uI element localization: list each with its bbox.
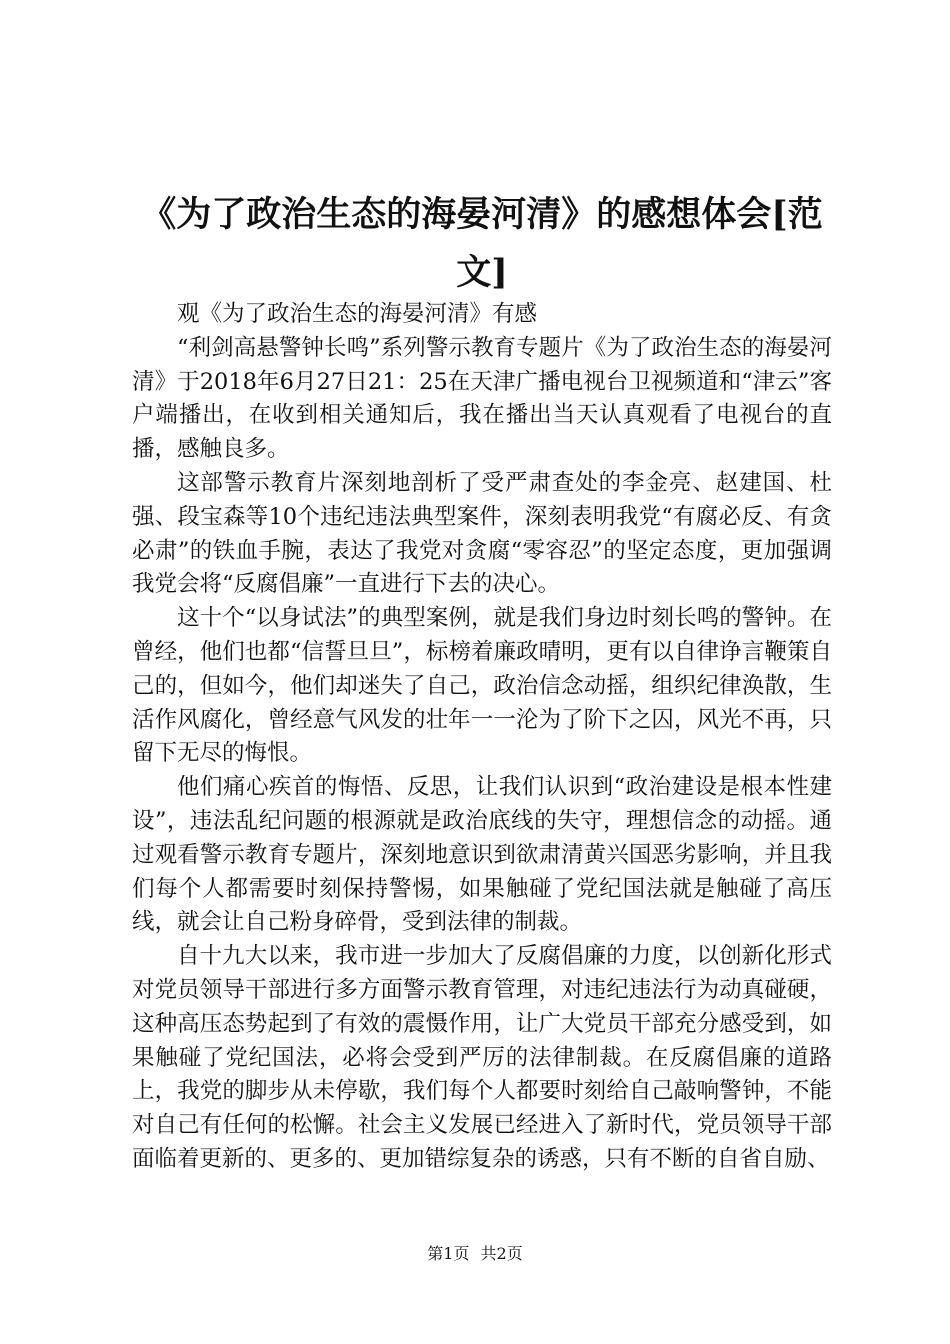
- page-total: 共2页: [480, 1244, 523, 1263]
- paragraph: 他们痛心疾首的悔悟、反思，让我们认识到“政治建设是根本性建设”，违法乱纪问题的根源就是政治底线的失守，理想信念的动摇。通过观看警示教育专题片，深刻地意识到欲肃清黄兴国恶劣影响，并且我们每个人都需要时刻保持警惕，如果触碰了党纪国法就是触碰了高压线，就会让自己粉身碎骨，受到法律的制裁。: [132, 774, 832, 936]
- paragraph: 这部警示教育片深刻地剖析了受严肃查处的李金亮、赵建国、杜强、段宝森等10个违纪违法典型案件，深刻表明我党“有腐必反、有贪必肃”的铁血手腕，表达了我党对贪腐“零容忍”的坚定态度，更加强调我党会将“反腐倡廉”一直进行下去的决心。: [132, 469, 832, 598]
- paragraph: “利剑高悬警钟长鸣”系列警示教育专题片《为了政治生态的海晏河清》于2018年6月27日21：25在天津广播电视台卫视频道和“津云”客户端播出，在收到相关通知后，我在播出当天认真观看了电视台的直播，感触良多。: [132, 334, 832, 463]
- document-title: 《为了政治生态的海晏河清》的感想体会[范文]: [141, 194, 823, 293]
- page-footer: [0, 1244, 950, 1264]
- page-number: 第1页: [427, 1244, 470, 1263]
- document-subtitle: 观《为了政治生态的海晏河清》有感: [177, 301, 538, 327]
- paragraph: 这十个“以身试法”的典型案例，就是我们身边时刻长鸣的警钟。在曾经，他们也都“信誓旦旦”，标榜着廉政晴明，更有以自律诤言鞭策自己的，但如今，他们却迷失了自己，政治信念动摇，组织纪律涣散，生活作风腐化，曾经意气风发的壮年一一沦为了阶下之囚，风光不再，只留下无尽的悔恨。: [132, 605, 832, 767]
- paragraph: 自十九大以来，我市进一步加大了反腐倡廉的力度，以创新化形式对党员领导干部进行多方面警示教育管理，对违纪违法行为动真碰硬，这种高压态势起到了有效的震慑作用，让广大党员干部充分感受到，如果触碰了党纪国法，必将会受到严厉的法律制裁。在反腐倡廉的道路上，我党的脚步从未停歇，我们每个人都要时刻给自己敲响警钟，不能对自己有任何的松懈。社会主义发展已经进入了新时代，党员领导干部面临着更新的、更多的、更加错综复杂的诱惑，只有不断的自省自励、: [132, 943, 832, 1172]
- document-body: [132, 298, 832, 1177]
